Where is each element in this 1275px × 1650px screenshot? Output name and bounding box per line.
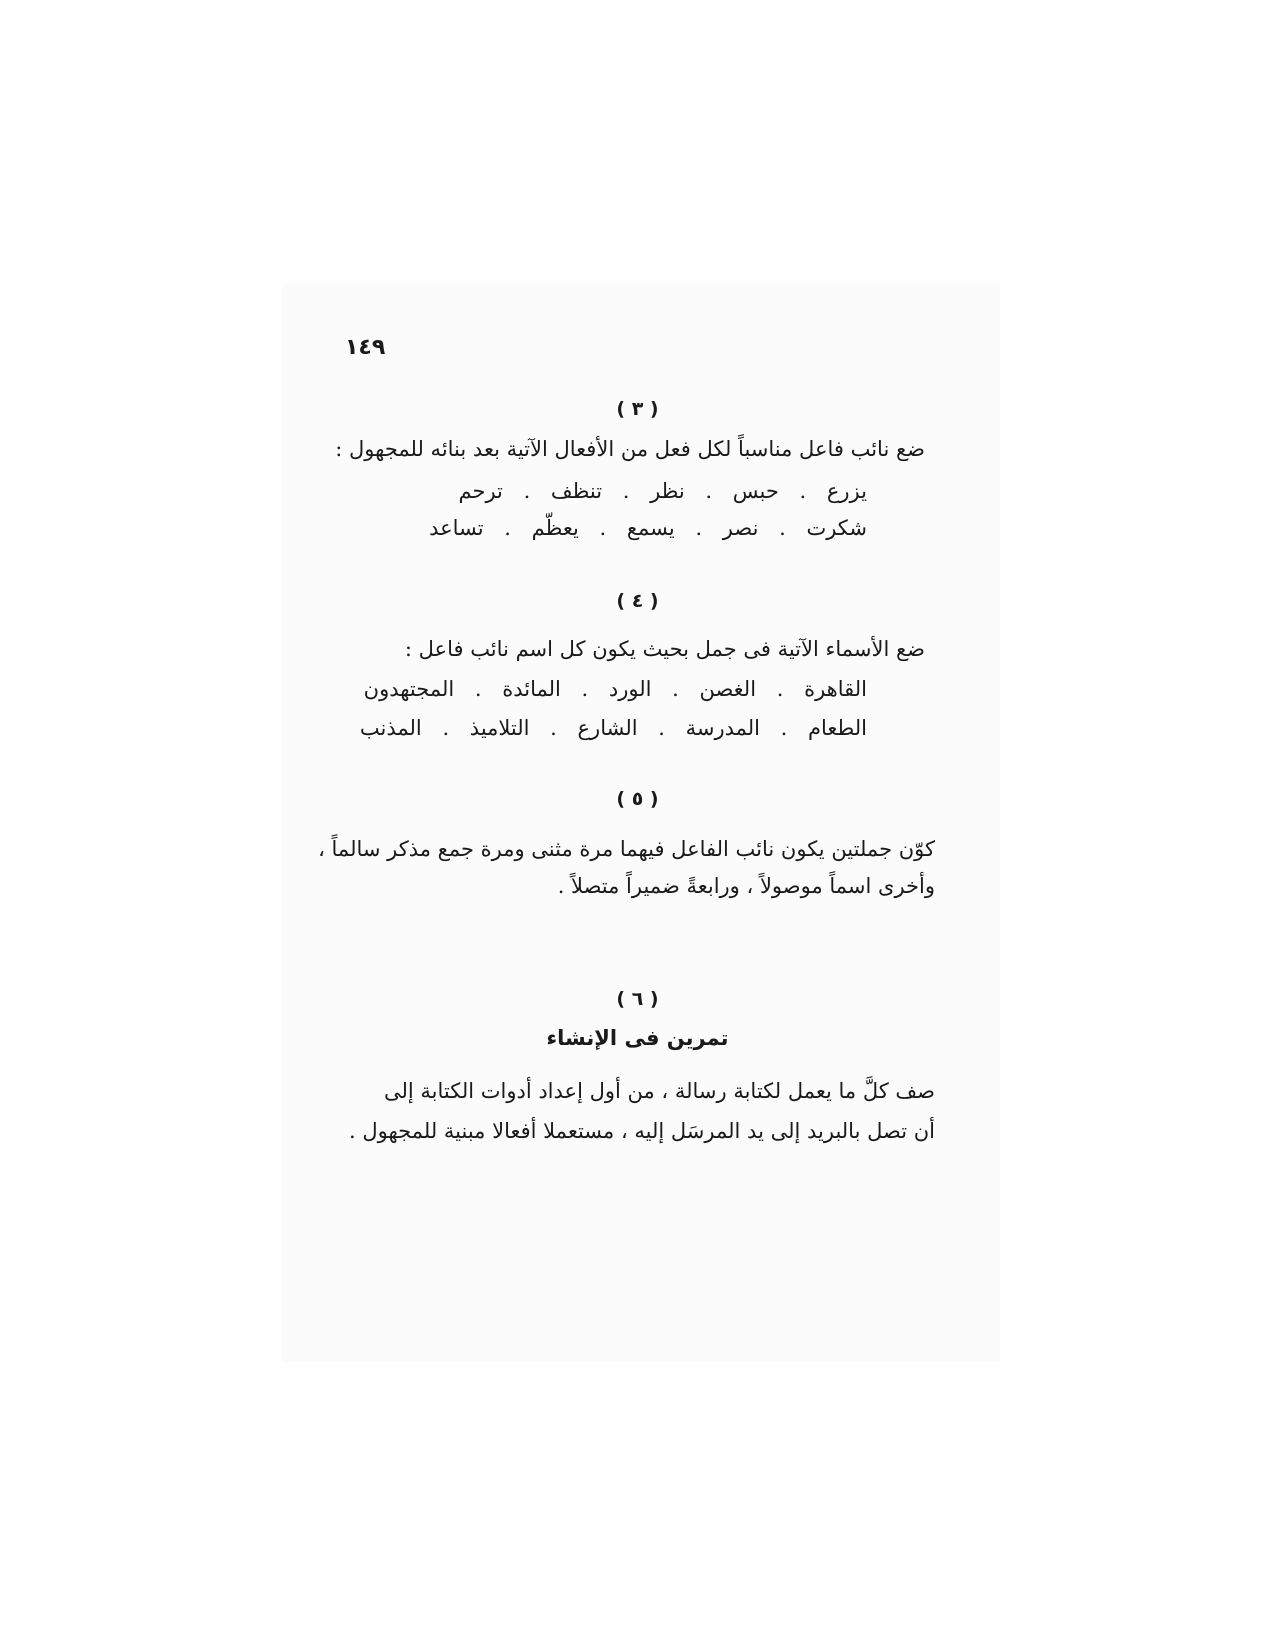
exercise-4-row-2: الطعام . المدرسة . الشارع . التلاميذ . المذنب [359, 716, 867, 740]
exercise-6-line-2: أن تصل بالبريد إلى يد المرسَل إليه ، مستعملا أفعالا مبنية للمجهول . [349, 1119, 935, 1143]
exercise-4-instruction: ضع الأسماء الآتية فى جمل بحيث يكون كل اسم نائب فاعل : [404, 637, 925, 661]
exercise-5-number: ( ٥ ) [616, 788, 659, 810]
exercise-4-number: ( ٤ ) [616, 590, 659, 612]
exercise-5-line-2: وأخرى اسماً موصولاً ، ورابعةً ضميراً متصلاً . [557, 874, 935, 898]
exercise-6-number: ( ٦ ) [616, 988, 659, 1010]
exercise-6-title: تمرين فى الإنشاء [546, 1026, 729, 1050]
exercise-6-line-1: صف كلَّ ما يعمل لكتابة رسالة ، من أول إعداد أدوات الكتابة إلى [383, 1079, 935, 1103]
exercise-5-line-1: كوّن جملتين يكون نائب الفاعل فيهما مرة مثنى ومرة جمع مذكر سالماً ، [318, 837, 935, 861]
exercise-4-row-1: القاهرة . الغصن . الورد . المائدة . المجتهدون [363, 677, 867, 701]
page-number: ١٤٩ [345, 335, 386, 360]
exercise-3-row-1: يزرع . حبس . نظر . تنظف . ترحم [458, 479, 867, 503]
exercise-3-row-2: شكرت . نصر . يسمع . يعظّم . تساعد [429, 516, 867, 540]
exercise-3-instruction: ضع نائب فاعل مناسباً لكل فعل من الأفعال الآتية بعد بنائه للمجهول : [335, 437, 925, 461]
exercise-3-number: ( ٣ ) [616, 398, 659, 420]
